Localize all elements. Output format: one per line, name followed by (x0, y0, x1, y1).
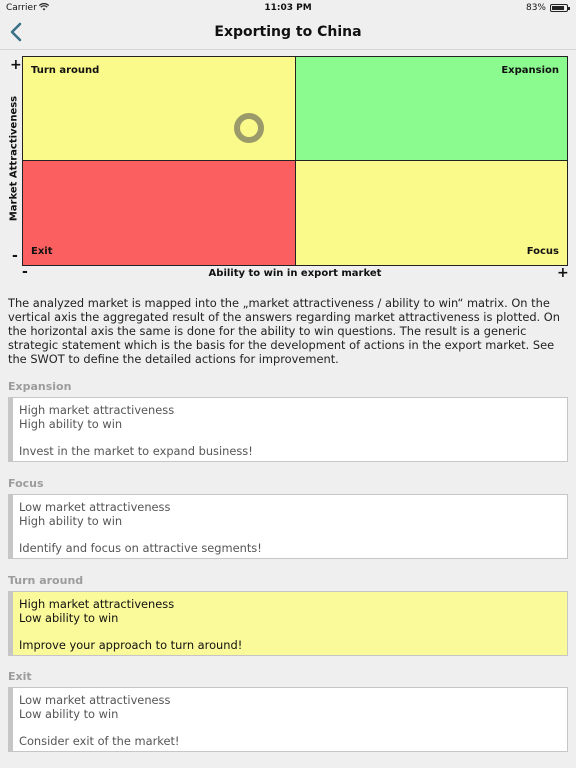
card-turn-around (8, 591, 568, 656)
battery-percent: 83% (525, 3, 546, 13)
quadrant-label: Turn around (31, 65, 100, 76)
card-line: High ability to win (19, 514, 123, 528)
quadrant-label: Focus (526, 246, 559, 257)
card-line: High market attractiveness (19, 597, 175, 611)
quadrant-exit (23, 161, 296, 265)
quadrant-focus (296, 161, 567, 265)
status-bar (0, 0, 576, 16)
card-line: Low market attractiveness (19, 500, 171, 514)
quadrant-label: Exit (31, 246, 53, 257)
x-axis-plus: + (557, 265, 569, 281)
card-line: High ability to win (19, 417, 123, 431)
strategy-matrix (22, 56, 568, 266)
card-line: Low ability to win (19, 611, 119, 625)
card-line: Low ability to win (19, 707, 119, 721)
section-title-expansion: Expansion (8, 380, 72, 393)
card-line: High market attractiveness (19, 403, 175, 417)
y-axis-plus: + (10, 57, 22, 73)
quadrant-expansion (296, 57, 567, 161)
card-exit (8, 687, 568, 752)
y-axis-minus: - (12, 248, 18, 264)
y-axis-label: Market Attractiveness (8, 95, 20, 222)
position-marker (234, 113, 264, 143)
clock: 11:03 PM (264, 3, 312, 13)
card-line: Identify and focus on attractive segments! (19, 541, 262, 555)
card-focus (8, 494, 568, 559)
matrix-description: The analyzed market is mapped into the „market attractiveness / ability to win“ matrix. On the vertical axis the aggregated result of the answers regarding market attractiveness is plotted. On the horizontal axis the same is done for the ability to win questions. The result is a generic strategic statement which is the basis for the development of actions in the export market. See the SWOT to define the detailed actions for improvement. (8, 296, 560, 366)
navigation-bar (0, 16, 576, 50)
battery-icon (550, 4, 568, 12)
x-axis-label: Ability to win in export market (208, 268, 382, 279)
section-title-turn-around: Turn around (8, 574, 84, 587)
section-title-focus: Focus (8, 477, 44, 490)
card-line: Consider exit of the market! (19, 734, 180, 748)
carrier-name: Carrier (6, 3, 37, 13)
card-line: Invest in the market to expand business! (19, 444, 253, 458)
card-expansion (8, 397, 568, 462)
card-line: Improve your approach to turn around! (19, 638, 243, 652)
quadrant-label: Expansion (501, 65, 559, 76)
section-title-exit: Exit (8, 670, 32, 683)
card-line: Low market attractiveness (19, 693, 171, 707)
quadrant-turn-around (23, 57, 296, 161)
x-axis-minus: - (22, 264, 28, 280)
page-title: Exporting to China (214, 24, 362, 40)
